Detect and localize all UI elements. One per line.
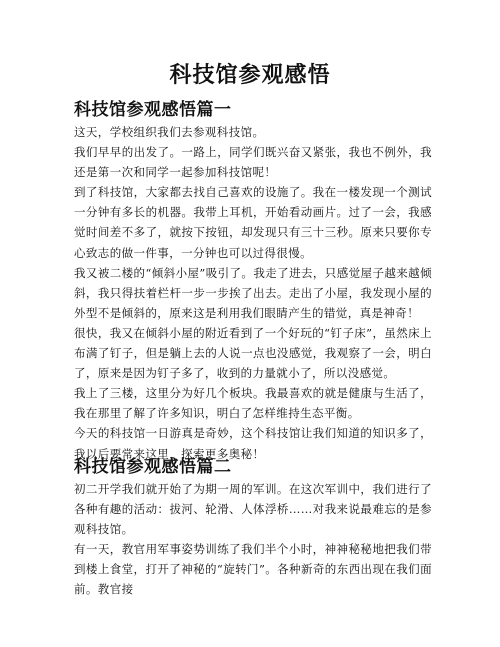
section-heading-1: 科技馆参观感悟篇一 — [74, 100, 232, 120]
paragraph: 我上了三楼，这里分为好几个板块。我最喜欢的就是健康与生活了，我在那里了解了许多知识，明白了怎样维持生态平衡。 — [74, 386, 432, 421]
paragraph: 我又被二楼的“倾斜小屋”吸引了。我走了进去，只感觉屋子越来越倾斜，我只得扶着栏杆一步一步挨了出去。走出了小屋，我发现小屋的外型不是倾斜的，原来这是利用我们眼睛产生的错觉，真是神奇！ — [74, 265, 432, 320]
paragraph: 很快，我又在倾斜小屋的附近看到了一个好玩的“钉子床”，虽然床上布满了钉子，但是躺上去的人说一点也没感觉，我观察了一会，明白了，原来是因为钉子多了，收到的力量就小了，所以没感觉。 — [74, 325, 432, 381]
paragraph: 今天的科技馆一日游真是奇妙，这个科技馆让我们知道的知识多了，我以后要常来这里，探索更多奥秘！ — [74, 426, 432, 461]
section-body-2 — [74, 479, 432, 600]
paragraph: 到了科技馆，大家都去找自己喜欢的设施了。我在一楼发现一个测试一分钟有多长的机器。我带上耳机，开始看动画片。过了一会，我感觉时间差不多了，就按下按钮，却发现只有三十三秒。原来只要你专心致志的做一件事，一分钟也可以过得很慢。 — [74, 185, 432, 260]
section-body-1 — [74, 122, 432, 464]
section-heading-2: 科技馆参观感悟篇二 — [74, 457, 232, 477]
paragraph: 这天，学校组织我们去参观科技馆。 — [74, 125, 265, 139]
paragraph: 初二开学我们就开始了为期一周的军训。在这次军训中，我们进行了各种有趣的活动：拔河、轮滑、人体浮桥……对我来说最难忘的是参观科技馆。 — [74, 482, 432, 537]
document-title: 科技馆参观感悟 — [169, 62, 331, 88]
paragraph: 有一天，教官用军事姿势训练了我们半个小时，神神秘秘地把我们带到楼上食堂，打开了神秘的“旋转门”。各种新奇的东西出现在我们面前。教官接 — [74, 542, 432, 597]
paragraph: 我们早早的出发了。一路上，同学们既兴奋又紧张，我也不例外，我还是第一次和同学一起参加科技馆呢！ — [74, 145, 432, 180]
